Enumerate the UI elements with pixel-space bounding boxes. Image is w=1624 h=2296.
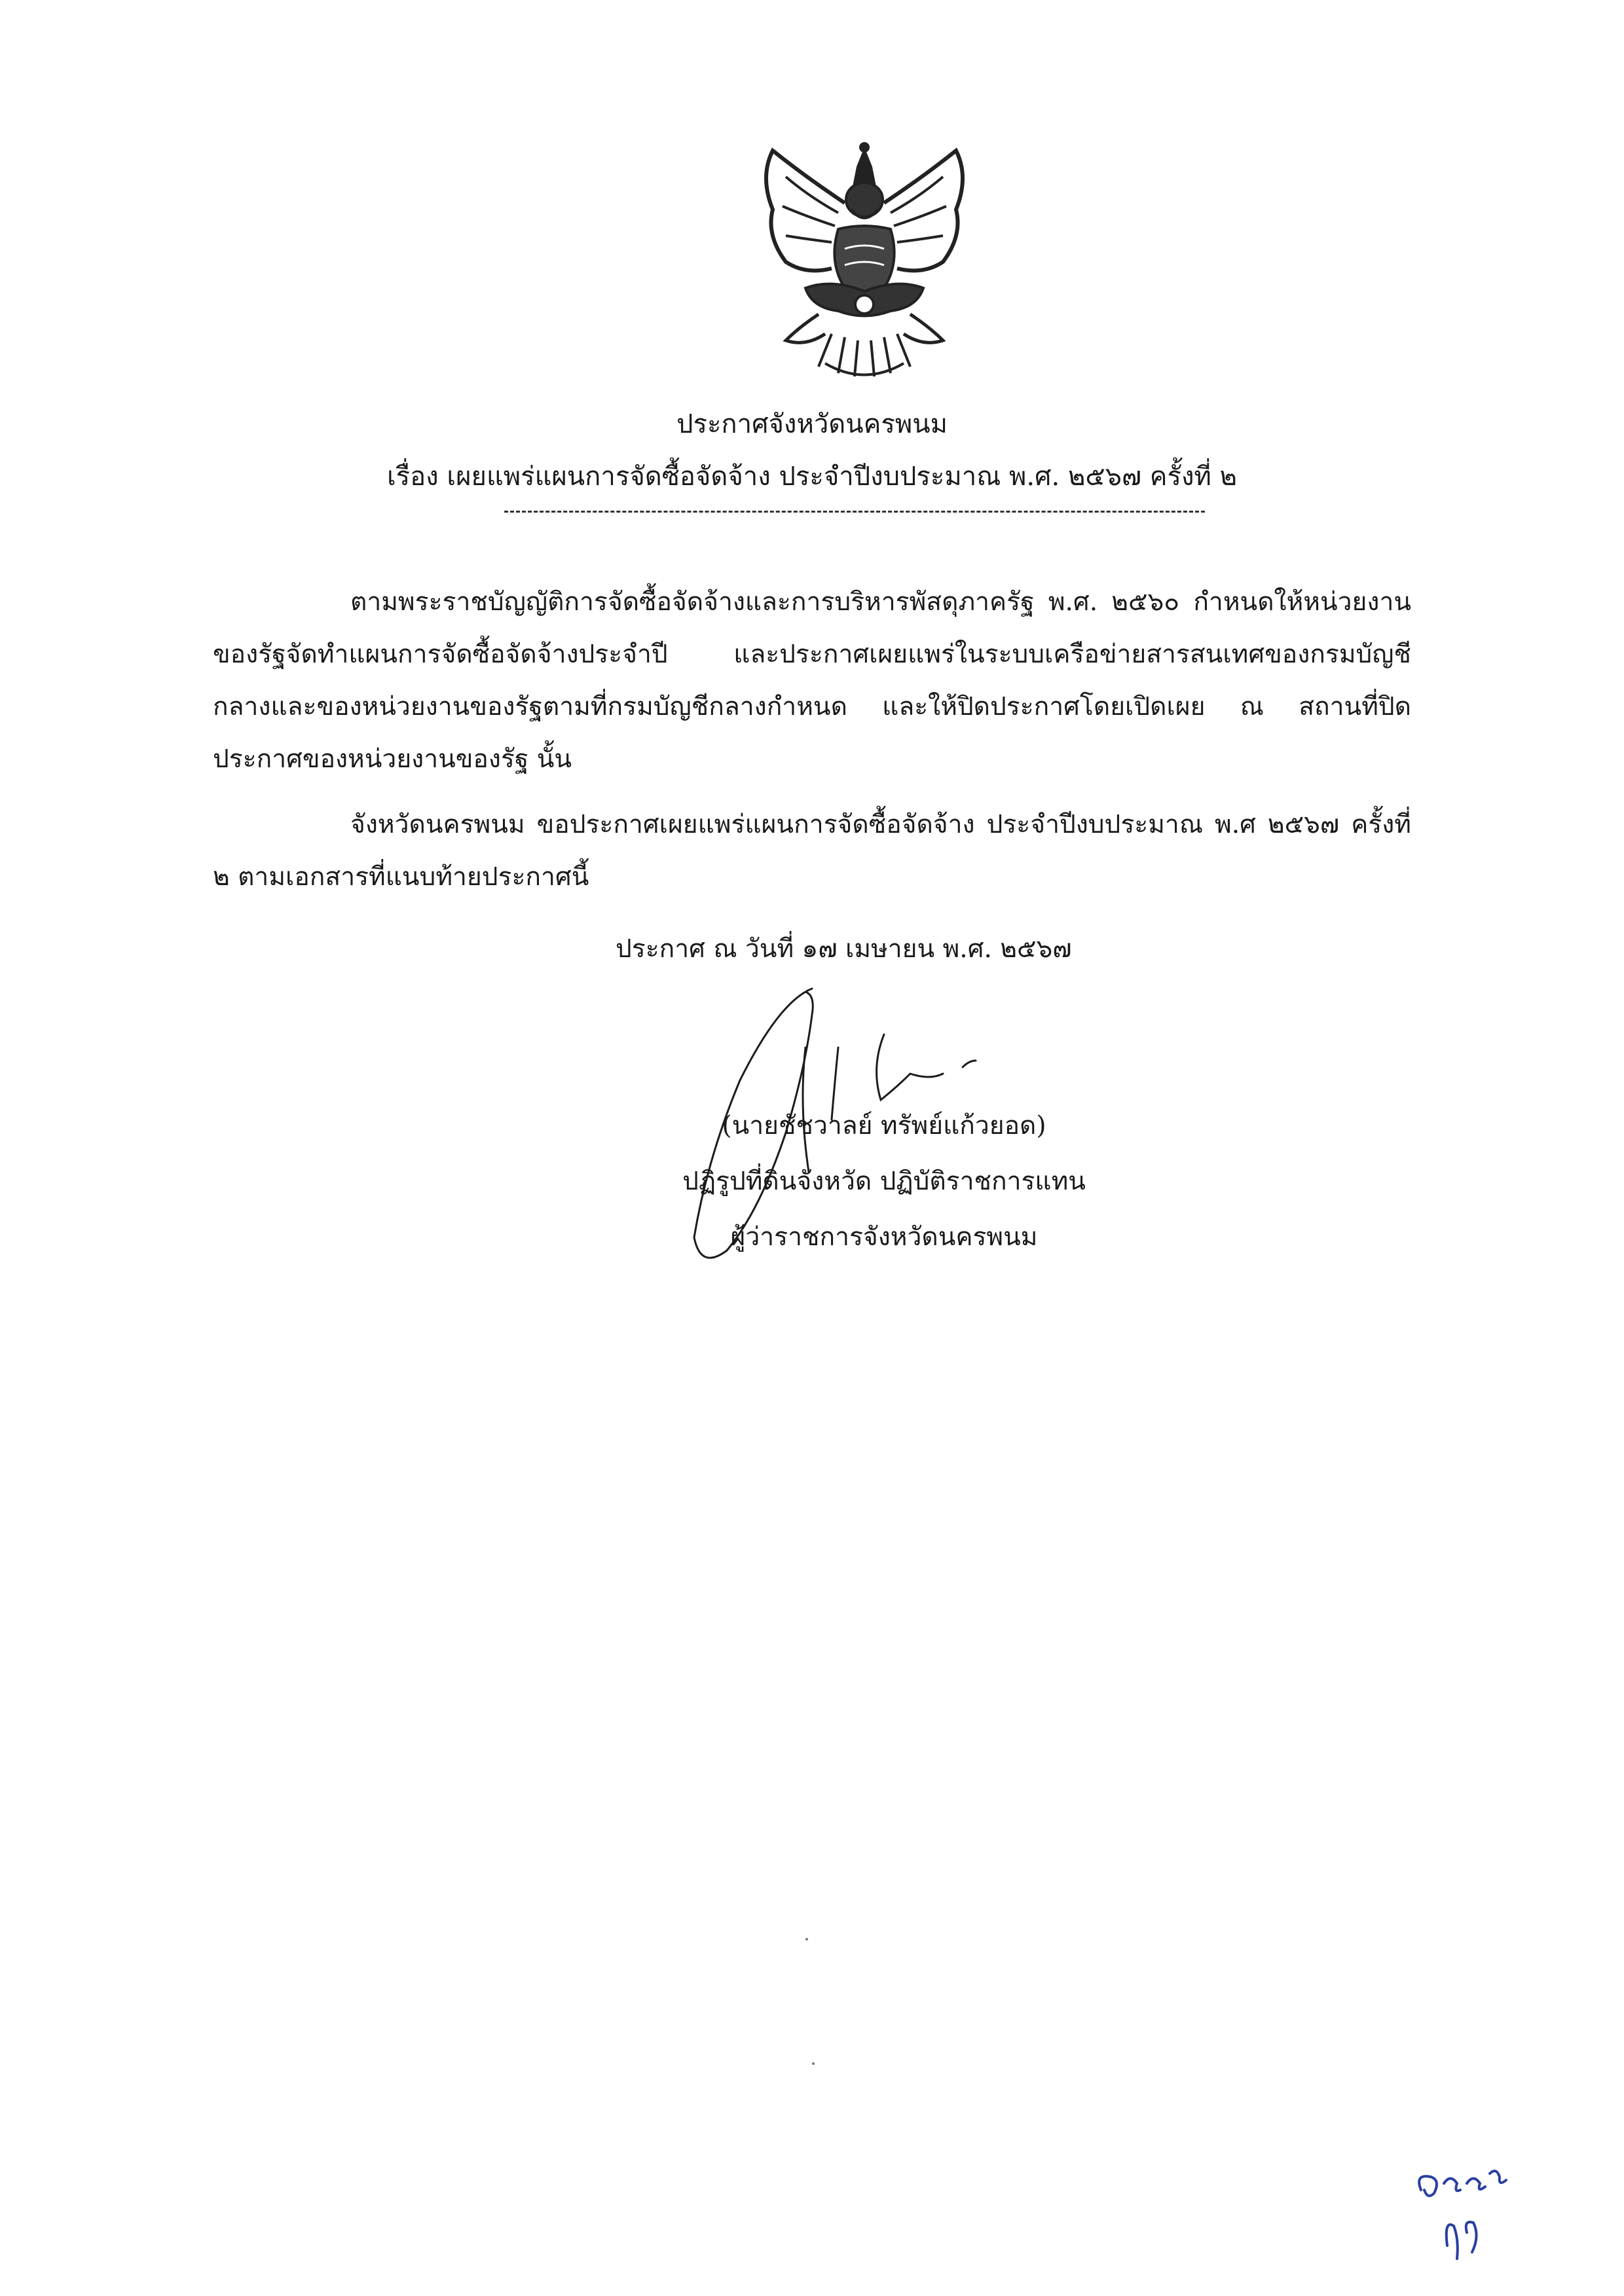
announcement-date: ประกาศ ณ วันที่ ๑๗ เมษายน พ.ศ. ๒๕๖๗ [616,934,1072,964]
body-paragraph-1-text: ตามพระราชบัญญัติการจัดซื้อจัดจ้างและการบริหารพัสดุภาครัฐ พ.ศ. ๒๕๖๐ กำหนดให้หน่วยงานของรัฐจัดทำแผนการจัดซื้อจัดจ้างประจำปี และประกาศเผยแพร่ในระบบเครือข่ายสารสนเทศของกรมบัญชีกลางและของหน่วยงานของรัฐตามที่กรมบัญชีกลางกำหนด และให้ปิดประกาศโดยเปิดเผย ณ สถานที่ปิดประกาศของหน่วยงานของรัฐ นั้น [213,587,1411,774]
body-paragraph-1 [213,576,1411,786]
signatory-name: (นายชัชวาลย์ ทรัพย์แก้วยอด) [722,1111,1046,1140]
garuda-emblem-icon [747,137,982,386]
signatory-position-1: ปฏิรูปที่ดินจังหวัด ปฏิบัติราชการแทน [682,1167,1086,1196]
announcement-title: ประกาศจังหวัดนครพนม [676,409,948,439]
title-divider [504,511,1205,513]
scan-dot [805,1938,808,1941]
signatory-position-2: ผู้ว่าราชการจังหวัดนครพนม [730,1222,1038,1252]
scan-dot [812,2062,815,2065]
announcement-subject: เรื่อง เผยแพร่แผนการจัดซื้อจัดจ้าง ประจำปีงบประมาณ พ.ศ. ๒๕๖๗ ครั้งที่ ๒ [386,462,1237,492]
body-paragraph-2 [213,799,1411,903]
body-paragraph-2-text: จังหวัดนครพนม ขอประกาศเผยแพร่แผนการจัดซื้อจัดจ้าง ประจำปีงบประมาณ พ.ศ ๒๕๖๗ ครั้งที่ ๒ ตามเอกสารที่แนบท้ายประกาศนี้ [213,810,1411,892]
handwritten-initials-mark [1408,2154,1526,2272]
